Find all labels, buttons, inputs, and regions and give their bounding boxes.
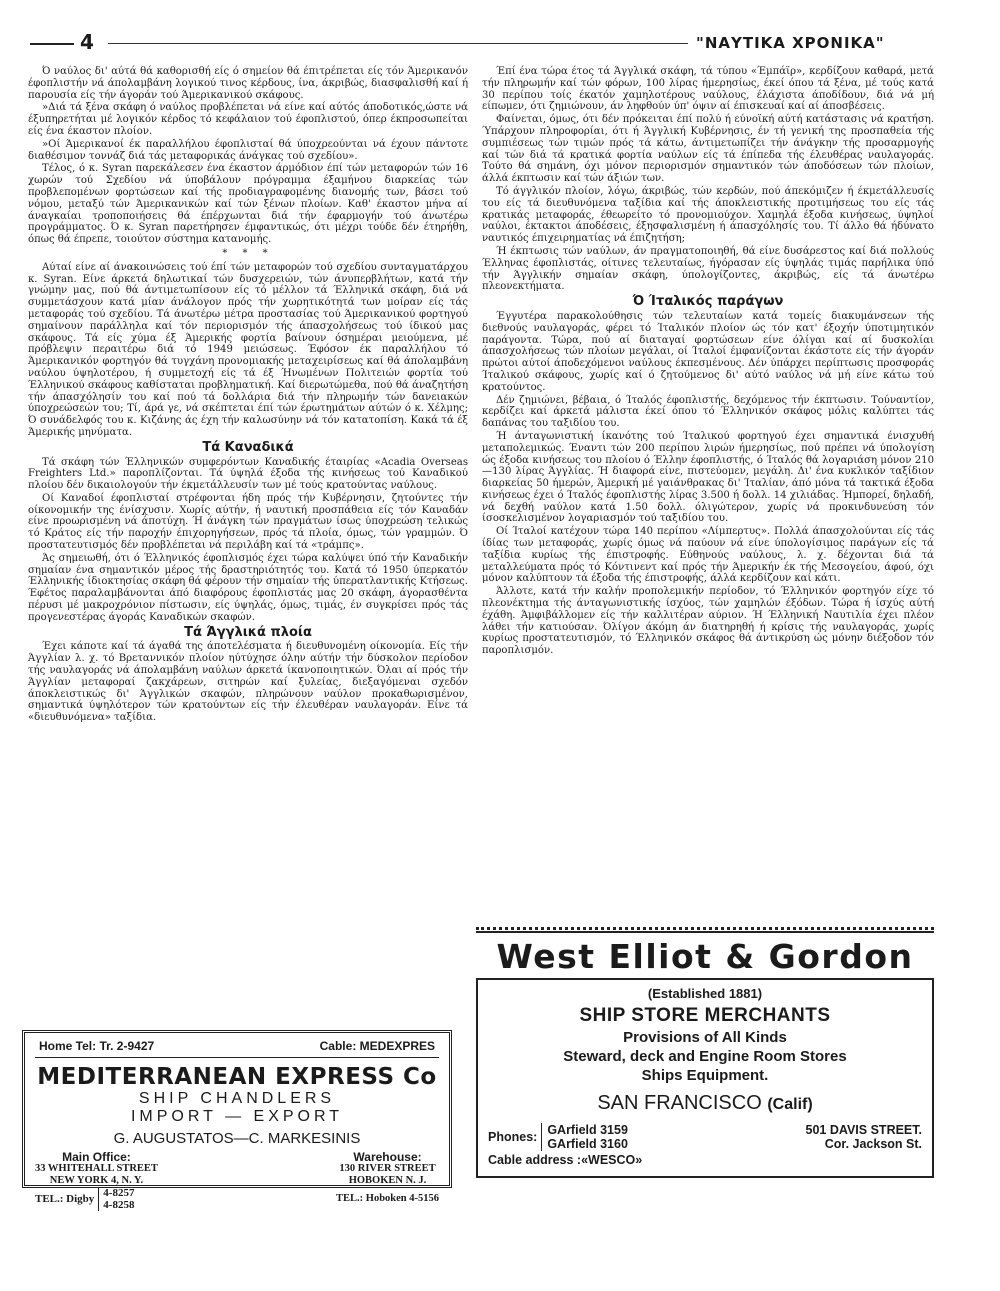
ad-line: SHIP STORE MERCHANTS [579, 1005, 831, 1026]
section-heading-england: Τά Άγγλικά πλοία [184, 624, 312, 640]
paragraph: Ό ναύλος δι' αύτά θά καθορισθή είς ό σημείον θά έπιτρέπεται είς τόν Άμερικανόν έφοπλιστήν νά άπολαμβάνη λογικού τινος κέρδους, ίνα, άκριβώς, διασφαλισθή καί ή παρουσία είς τήν άγοράν τού Άμερικανικού σκάφους. [28, 66, 468, 101]
header-rule [30, 43, 74, 45]
ad-phone: GArfield 3159 [547, 1123, 628, 1137]
ad-firm-name: West Elliot & Gordon [496, 937, 914, 976]
ad-city [488, 1092, 922, 1115]
ad-border-top [476, 927, 934, 933]
paragraph: Έγγυτέρα παρακολούθησις τών τελευταίων κατά τομείς διακυμάνσεων τής διεθνούς ναυλαγοράς, φέρει τό Ίταλικόν πλοίον ώς τόν κατ' έξοχήν ύποτιμητικόν παράγοντα. Τώρα, πού αί διαταγαί φορτώσεων είνε όλίγαι καί αί δυσκολίαι άπασχολήσεως τών πλοίων μεγάλαι, οί Ίταλοί έμφανίζονται έκάστοτε είς τήν άγοράν πρώτοι αύτοί άποδεχόμενοι ναύλους έκπεσμένους. Δέν ύπάρχει περίπτωσις προσφοράς Ίταλικού σκάφους, χωρίς καί ό ζητούμενος δι' αύτό ναύλος νά μή είνε κάτω τού κρατούντος. [482, 310, 934, 393]
ad-box [476, 978, 934, 1178]
ad-line: Ships Equipment. [641, 1067, 769, 1084]
ad-office-address: HOBOKEN N. J. [348, 1175, 427, 1186]
ad-state: (Calif) [767, 1096, 813, 1113]
page-header [30, 30, 965, 58]
ad-tel-numbers [98, 1187, 134, 1211]
right-column [482, 66, 934, 658]
paragraph: Ή άνταγωνιστική ίκανότης τού Ίταλικού φορτηγού έχει σημαντικά ένισχυθή μεταπολεμικώς. Έναντι τών 200 περίπου λιρών ήμερησίως, πού πρέπει νά ύπολογίση ώς έξοδα κινήσεως του πλοίου ό Έλλην έφοπλιστής, ό Ίταλός θά λογαριάση μόνον 210—130 λίρας Άγγλίας. Ή διαφορά είνε, πιστεύομεν, μεγάλη. Δι' ένα κυκλικόν ταξίδιον διαρκείας 50 ήμερών, Άμερική μέ γαιάνθρακας δι' Ίταλίαν, άπό μόνα τά τακτικά έξοδα κινήσεως έχει ό Ίταλός έφοπλιστής λίρας 3.500 ή δολλ. 14 χιλιάδας. Ήμπορεί, δηλαδή, νά δεχθή ναύλον κατά 1.50 δολλ. όλιγώτερον, χωρίς νά προκινδυνεύση τόν ίσοσκελισμένον λογαριασμόν τού ταξιδίου του. [482, 430, 934, 525]
ad-line: Provisions of All Kinds [623, 1029, 787, 1046]
ad-office-tel: TEL.: Hoboken 4-5156 [336, 1193, 439, 1204]
ad-contact-row [488, 1123, 922, 1151]
paragraph: Έχει κάποτε καί τά άγαθά της άποτελέσματα ή διευθυνομένη οίκονομία. Είς τήν Άγγλίαν λ. χ. τό Βρεταννικόν πλοίον ηύτύχησε όλην αύτήν τήν δύσκολον περίοδον τής ναυλαγοράς νά άπολαμβάνη ναύλων άρκετά ίκανοποιητικών. Όλαι αί πρός τήν Άγγλίαν μεταφοραί ζακχάρεων, σιτηρών καί ξυλείας, διεξαγόμεναι σχεδόν άποκλειστικώς δι' Άγγλικών σκαφών, πληρώνουν ναύλον προκαθωρισμένον, σημαντικά ύψηλότερον τών κρατούντων είς τήν έλευθέραν ναυλαγοράν. Είνε τά «διευθυνόμενα» ταξίδια. [28, 641, 468, 724]
paragraph: Οί Καναδοί έφοπλισταί στρέφονται ήδη πρός τήν Κυβέρνησιν, ζητούντες τήν οίκονομικήν της ένίσχυσιν. Χωρίς αύτήν, ή ναυτική προσπάθεια είς τόν Καναδάν είνε προωρισμένη νά άποτύχη. Ή άνάγκη τών πραγμάτων ίσως ύποχρεώση τελικώς τό Κράτος είς τήν παροχήν έπιχορηγήσεων, πρός τά πλοία, όμως, τών γραμμών. Ό προστατευτισμός δέν προβλέπεται νά περιλάβη καί τά «τράμπς». [28, 492, 468, 552]
paragraph: Άλλοτε, κατά τήν καλήν προπολεμικήν περίοδον, τό Έλληνικόν φορτηγόν είχε τό πλεονέκτημα τής άνταγωνιστικής ίσχύος, τών χαμηλών έξόδων. Τώρα ή ίσχύς αύτή έχάθη. Άμφιβάλλομεν είς τήν καλλιτέραν αύριον. Ή Έλληνική Ναυτιλία έχει πλέον λάθει τήν κατιούσαν. Όλίγον άκόμη άν διατηρηθή ή κρίσις τής ναυλαγοράς, χωρίς κυρίως προστατευτισμόν, τό Έλληνικόν σκάφος θά άντικρύση ώς μόνην διέξοδον τόν παροπλισμόν. [482, 586, 934, 657]
ad-tel-label: TEL.: Digby [35, 1193, 95, 1205]
ad-city-name: SAN FRANCISCO [597, 1092, 762, 1114]
ad-street-line: Cor. Jackson St. [824, 1137, 922, 1151]
ad-office-label: Main Office: [62, 1150, 131, 1164]
ad-owners: G. AUGUSTATOS—C. MARKESINIS [113, 1130, 361, 1147]
section-heading-italy: Ό Ίταλικός παράγων [632, 294, 784, 310]
paragraph: Δέν ζημιώνει, βέβαια, ό Ίταλός έφοπλιστής, δεχόμενος τήν έκπτωσιν. Τούναντίον, κερδίζει καί άρκετά μάλιστα έκεί όπου τό Έλληνικόν σκάφος μόλις καλύπτει τάς δαπάνας του ταξιδίου του. [482, 394, 934, 430]
paragraph: »Οί Άμερικανοί έκ παραλλήλου έφοπλισταί θά ύποχρεούνται νά έχουν πάντοτε διαθέσιμον τοννάζ διά τάς μεταφορικάς άνάγκας τού σχεδίου». [28, 138, 468, 162]
ad-office-tel [35, 1187, 158, 1211]
ad-tel-number: 4-8257 [103, 1187, 135, 1199]
ad-phone-numbers [541, 1123, 628, 1151]
paragraph: Αύταί είνε αί άνακοινώσεις τού έπί τών μεταφορών τού σχεδίου συνταγματάρχου κ. Syran. Είνε άρκετά δηλωτικαί τών δυσχερειών, τών άνυπερβλήτων, κατά τήν γνώμην μας, πού θά άντιμετωπίσουν είς τό μέλλον τά Έλληνικά σκάφη, διά νά συμμετάσχουν κατά μίαν άνάλογον πρός τήν χωρητικότητά των μοίραν είς τάς μεταφοράς τού σχεδίου. Τά άνωτέρω μέτρα προστασίας τού Άμερικανικού φορτηγού σημαίνουν παράλληλα καί τόν περιορισμόν τής άπασχολήσεως τού ίδικού μας σκάφους. Τά είς χύμα έξ Άμερικής φορτία βαίνουν όσημέραι μειούμενα, μέ πρόβλεψιν περαιτέρω διά τό 1949 μειώσεως. Έφόσον έκ παραλλήλου τό Άμερικανικόν φορτηγόν θά τυγχάνη προνομιακής μεταχειρίσεως καί θά άπολαμβάνη ναύλου ύψηλοτέρου, ή συμμετοχή είς τά έξ Ήνωμένων Πολιτειών φορτία τού Έλληνικού σκάφους καθίσταται προβληματική. Καί διερωτώμεθα, πού θά άναζητήση τήν άπασχόλησίν του καί πού τά δολλάρια διά τήν πληρωμήν τών δανειακών ύποχρεώσεών του; Τί, άρά γε, νά σκέπτεται έπί τών έρωτημάτων αύτών ό κ. Χέλμης; Ό συνάδελφός του κ. Κιζάνης άς έχη τήν καλωσύνην νά τόν κατατοπίση. Κακά τά έξ Άμερικής μηνύματα. [28, 261, 468, 438]
paragraph: »Διά τά ξένα σκάφη ό ναύλος προβλέπεται νά είνε καί αύτός άποδοτικός,ώστε νά έξυπηρετήται μέ λογικόν κέρδος τό κεφάλαιον τού έφοπλιστού, όπερ έκπροσωπείται είς ένα έκαστον πλοίον. [28, 102, 468, 137]
paragraph: Τέλος, ό κ. Syran παρεκάλεσεν ένα έκαστον άρμόδιον έπί τών μεταφορών τών 16 χωρών τού Σχεδίου νά ύποβάλουν πρόγραμμα έξαμήνου διαρκείας τών προβλεπομένων φορτώσεων καί τής προδιαγραφομένης διανομής των, βάσει τού νόμου, μεταξύ τών Άμερικανικών καί τών ξένων πλοίων. Καθ' έκαστον μήνα αί άναγκαίαι τροποποιήσεις θά έπέρχωνται διά τήν έφαρμογήν τού άνωτέρω προγράμματος. Ό κ. Syran παρετήρησεν έμφαντικώς, ότι μέχρι τούδε δέν έτηρήθη, όπως θά έπρεπε, τοιούτον σύστημα κατανομής. [28, 163, 468, 246]
ad-phone: GArfield 3160 [547, 1137, 628, 1151]
left-column [28, 66, 468, 725]
ad-home-tel: Home Tel: Tr. 2-9427 [39, 1039, 155, 1053]
paragraph: Άς σημειωθή, ότι ό Έλληνικός έφοπλισμός έχει τώρα καλύψει ύπό τήν Καναδικήν σημαίαν ένα σημαντικόν μέρος τής δραστηριότητός του. Κατά τό 1950 ύπερκατόν Έλληνικής ίδιοκτησίας σκάφη θά φέρουν τήν σημαίαν τής ύπερατλαντικής Κτήσεως. Έφέτος παραλαμβάνονται άπό διαφόρους έφοπλιστάς μας 20 σκάφη, άγορασθέντα πέρυσι μέ μακροχρόνιον πίστωσιν, είς ύψηλάς, όμως, τιμάς, έν συγκρίσει πρός τάς προγενεστέρας άγοράς Καναδικών σκαφών. [28, 552, 468, 623]
paragraph: Ή έκπτωσις τών ναύλων, άν πραγματοποιηθή, θά είνε δυσάρεστος καί διά πολλούς Έλληνας έφοπλιστάς, οίτινες τελευταίως, ήγόρασαν είς ύψηλάς τιμάς παρήλικα ύπό τήν Άγγλικήν σημαίαν σκάφη, ύπολογίζοντες, άκριβώς, είς τά άνωτέρω πλεονεκτήματα. [482, 245, 934, 293]
ad-offices [35, 1151, 439, 1211]
west-elliot-gordon-ad [476, 927, 934, 1189]
ad-street-line: 501 DAVIS STREET. [805, 1123, 922, 1137]
ad-company-name: MEDITERRANEAN EXPRESS Co [37, 1064, 437, 1090]
paragraph: Τά σκάφη τών Έλληνικών συμφερόντων Καναδικής έταιρίας «Acadia Overseas Freighters Ltd.» παροπλίζονται. Τά ύψηλά έξοδα τής κινήσεως τού Καναδικού πλοίου δέν δικαιολογούν τήν έκμετάλλευσίν των μέ τούς κρατούντας ναύλους. [28, 456, 468, 492]
ad-cable-address: Cable address :«WESCO» [488, 1153, 643, 1167]
ad-warehouse [336, 1151, 439, 1211]
ad-phones-label: Phones: [488, 1130, 538, 1144]
ad-office-address: 33 WHITEHALL STREET [35, 1163, 158, 1174]
ad-established: (Established 1881) [647, 986, 763, 1001]
ad-cable: Cable: MEDEXPRES [319, 1039, 435, 1053]
ad-phones [488, 1123, 628, 1151]
header-rule [108, 43, 688, 44]
paragraph: Έπί ένα τώρα έτος τά Άγγλικά σκάφη, τά τύπου «Έμπάϊρ», κερδίζουν καθαρά, μετά τήν πληρωμήν καί τών φόρων, 100 λίρας ήμερησίως, έκεί όπου τά ξένα, μέ τούς κατά 30 περίπου τοίς έκατόν χαμηλοτέρους ναύλους, έλάχιστα άποδίδουν, διά νά μή είπωμεν, ότι ζημιώνουν, άν ληφθούν ύπ' όψιν αί έπισκευαί καί αί άποσβέσεις. [482, 66, 934, 113]
mediterranean-express-ad [22, 1030, 452, 1211]
section-separator: * * * [222, 247, 274, 259]
ad-tel-number: 4-8258 [103, 1199, 135, 1211]
section-heading-canada: Τά Καναδικά [202, 439, 294, 455]
paragraph: Φαίνεται, όμως, ότι δέν πρόκειται έπί πολύ ή εύνοϊκή αύτή κατάστασις νά κρατήση. Ύπάρχουν πληροφορίαι, ότι ή Άγγλική Κυβέρνησις, έν τή γενική της προσπαθεία τής συμπιέσεως τών τιμών πρός τά κάτω, άντιμετωπίζει τήν άνάγκην τής προσαρμογής καί τών διά τά κρατικά φορτία ναύλων είς τά έπίπεδα τής έλευθέρας ναυλαγοράς. Τούτο θά σημάνη, όχι μόνον περιορισμόν σημαντικόν τών άποδόσεων τών πλοίων, άλλά έκπτωσιν καί τών άξιών των. [482, 114, 934, 185]
ad-office-address: 130 RIVER STREET [339, 1163, 436, 1174]
paragraph: Οί Ίταλοί κατέχουν τώρα 140 περίπου «Λίμπερτυς». Πολλά άπασχολούνται είς τάς ίδίας των μεταφοράς, χωρίς όμως νά παύουν νά είνε ύπολογίσιμος παράγων είς τά ταξίδια κυρίως τής έπιστροφής. Εύθηνούς ναύλους, λ. χ. δέχονται διά τά μεταλλεύματα πρός τό Κόντινεντ καί πρός τήν Άμερικήν έκ τής Μεσογείου, άφού, όχι μόνον καλύπτουν τά έξοδα τής έπιστροφής, άλλά κερδίζουν καί κάτι. [482, 526, 934, 585]
ad-street [806, 1123, 922, 1151]
page-number: 4 [80, 30, 94, 54]
paragraph: Τό άγγλικόν πλοίον, λόγω, άκριβώς, τών κερδών, πού άπεκόμιζεν ή έκμετάλλευσίς του είς τά διευθυνόμενα ταξίδια καί τής άποκλειστικής προτιμήσεως του είς τάς κρατικάς μεταφοράς, έθεωρείτο τό προνομιούχον. Χαμηλά έξοδα κινήσεως, ύψηλοί ναύλοι, έκτακτοι άποδέσεις, έξησφαλισμένη ή άπασχόλησίς του. Τί άλλο θά ήδύνατο ναυτικός έπιχειρηματίας νά έπιζητήση; [482, 185, 934, 245]
ad-line: Steward, deck and Engine Room Stores [563, 1048, 847, 1065]
ad-line: IMPORT — EXPORT [130, 1108, 344, 1125]
publication-title: "ΝΑΥΤΙΚΑ ΧΡΟΝΙΚΑ" [696, 34, 885, 52]
ad-office-address: NEW YORK 4, N. Y. [49, 1175, 144, 1186]
ad-header-row [35, 1039, 439, 1058]
ad-office-label: Warehouse: [353, 1150, 422, 1164]
ad-main-office [35, 1151, 158, 1211]
ad-line: SHIP CHANDLERS [138, 1090, 336, 1107]
